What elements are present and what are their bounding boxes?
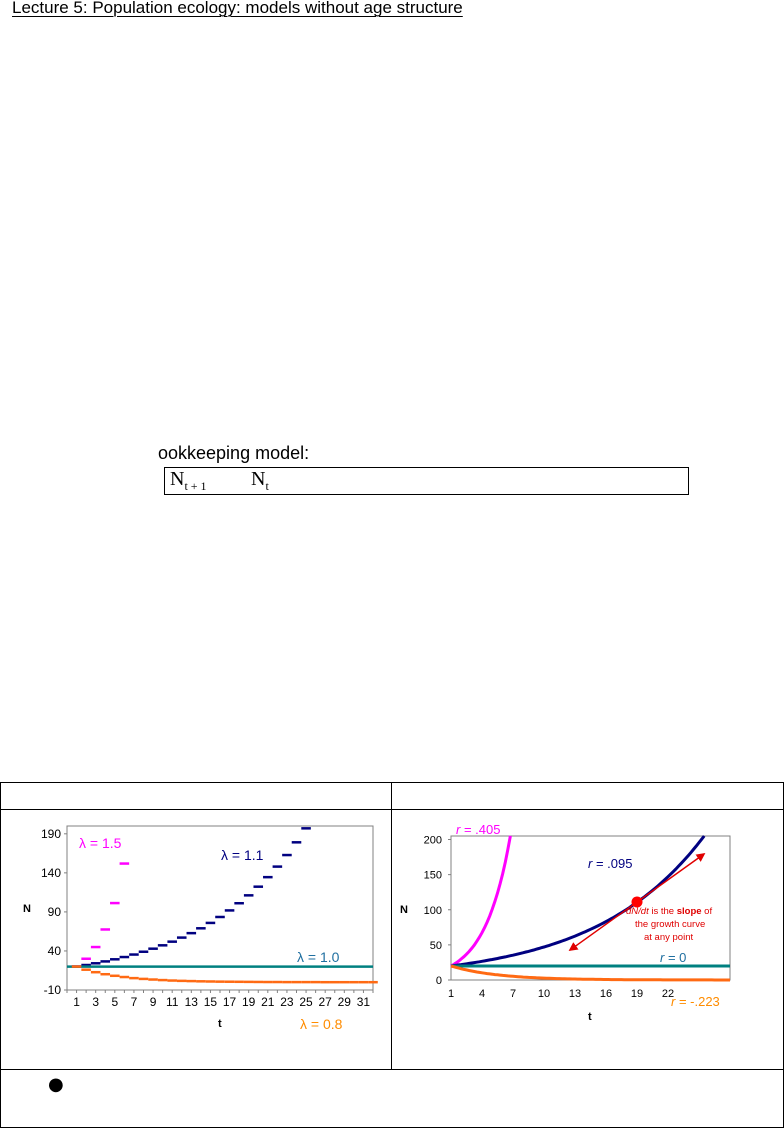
bullet-point: ● bbox=[48, 1074, 64, 1095]
x-tick-label: 1 bbox=[447, 988, 455, 1000]
x-tick-label: 4 bbox=[478, 988, 486, 1000]
x-tick-label: 19 bbox=[630, 988, 644, 1000]
page-title: Lecture 5: Population ecology: models without age structure bbox=[12, 0, 463, 17]
table-footer-row bbox=[0, 1069, 784, 1128]
x-axis-label: t bbox=[588, 1011, 592, 1023]
y-axis-label: N bbox=[400, 904, 408, 916]
y-tick-label: 0 bbox=[435, 975, 442, 987]
x-tick-label: 5 bbox=[111, 995, 119, 1009]
equation-box bbox=[164, 467, 689, 495]
equation-rhs: $N_t$ bbox=[251, 468, 269, 493]
discrete-growth-chart bbox=[1, 810, 391, 1069]
x-tick-label: 29 bbox=[337, 995, 351, 1009]
x-tick-label: 17 bbox=[222, 995, 237, 1009]
x-tick-label: 27 bbox=[318, 995, 332, 1009]
y-axis-label: N bbox=[23, 903, 31, 915]
continuous-growth-chart bbox=[392, 810, 783, 1069]
table-header-right bbox=[391, 782, 784, 810]
x-tick-label: 23 bbox=[280, 995, 294, 1009]
x-tick-label: 22 bbox=[661, 988, 675, 1000]
tangent-note-line2: the growth curve bbox=[635, 919, 706, 930]
x-tick-label: 19 bbox=[242, 995, 256, 1009]
table-cell-discrete-chart bbox=[0, 809, 392, 1070]
equation-lhs: $N_{t + 1}$ bbox=[170, 468, 207, 493]
x-tick-label: 13 bbox=[184, 995, 198, 1009]
y-tick-label: 200 bbox=[423, 834, 442, 847]
x-tick-label: 11 bbox=[165, 995, 179, 1009]
legend-label-lambda-0-8: λ = 0.8 bbox=[300, 1016, 343, 1032]
y-tick-label: -10 bbox=[43, 983, 61, 997]
tangent-note-line1: dN/dt is the slope of bbox=[626, 906, 713, 917]
x-tick-label: 21 bbox=[261, 995, 275, 1009]
x-tick-label: 3 bbox=[92, 995, 100, 1009]
legend-label-lambda-1-5: λ = 1.5 bbox=[79, 835, 122, 851]
y-tick-label: 100 bbox=[423, 904, 442, 917]
legend-label-r-223: r = -.223 bbox=[671, 994, 720, 1009]
x-tick-label: 16 bbox=[599, 988, 613, 1000]
legend-label-r-095: r = .095 bbox=[588, 856, 633, 871]
y-tick-label: 140 bbox=[40, 865, 61, 880]
x-tick-label: 9 bbox=[149, 995, 157, 1009]
y-tick-label: 150 bbox=[423, 869, 442, 882]
x-tick-label: 7 bbox=[130, 995, 138, 1009]
x-tick-label: 1 bbox=[73, 995, 80, 1009]
x-tick-label: 13 bbox=[568, 988, 582, 1000]
y-tick-label: 190 bbox=[40, 826, 61, 841]
model-label: ookkeeping model: bbox=[158, 443, 310, 463]
legend-label-r-405: r = .405 bbox=[456, 822, 501, 837]
legend-label-r-405-text: = .405 bbox=[460, 822, 501, 837]
legend-label-lambda-1-1: λ = 1.1 bbox=[221, 847, 264, 863]
table-header-left bbox=[0, 782, 392, 810]
table-cell-continuous-chart bbox=[391, 809, 784, 1070]
x-axis-label: t bbox=[218, 1018, 222, 1030]
y-tick-label: 50 bbox=[429, 939, 442, 952]
legend-label-lambda-1-0: λ = 1.0 bbox=[297, 949, 340, 965]
x-tick-label: 10 bbox=[537, 988, 551, 1000]
tangent-note-line3: at any point bbox=[644, 932, 694, 943]
x-tick-label: 25 bbox=[299, 995, 313, 1009]
legend-label-r-0: r = 0 bbox=[660, 950, 687, 965]
x-tick-label: 7 bbox=[509, 988, 517, 1000]
x-tick-label: 31 bbox=[356, 995, 371, 1009]
y-tick-label: 90 bbox=[47, 904, 61, 919]
y-tick-label: 40 bbox=[47, 943, 61, 958]
x-tick-label: 15 bbox=[203, 995, 218, 1009]
